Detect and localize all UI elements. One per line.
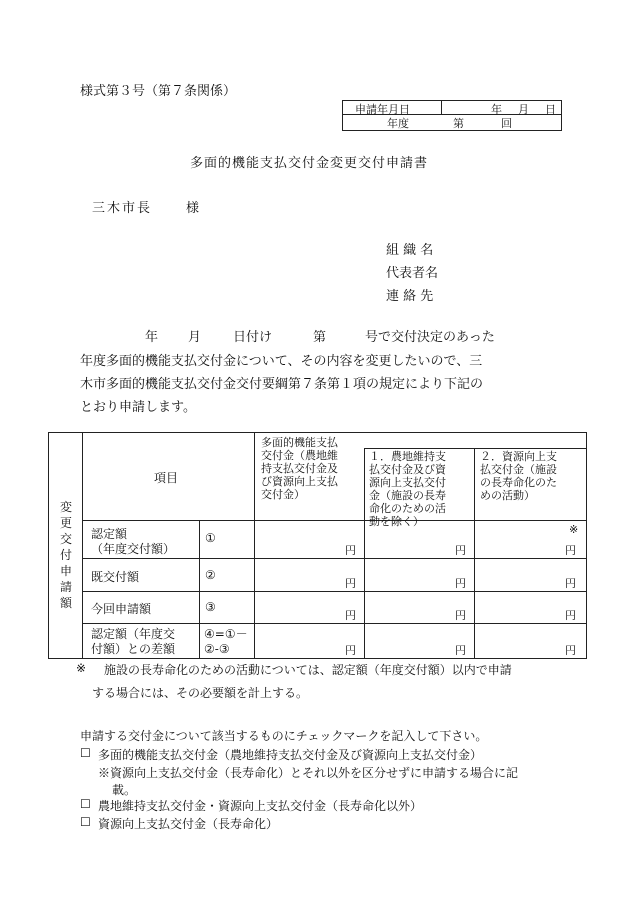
document-title: 多面的機能支払交付金変更交付申請書 (190, 156, 429, 171)
total-header: 多面的機能支払 交付金（農地維 持支払交付金及 び資源向上支払 交付金） (261, 436, 338, 501)
month-unit: 月 (518, 103, 529, 116)
row-number: ② (205, 568, 216, 582)
yen-unit: 円 (455, 609, 466, 622)
day-unit: 日 (545, 103, 556, 116)
yen-unit: 円 (565, 577, 576, 590)
body-dai: 第 (313, 330, 327, 345)
body-rest: 号で交付決定のあった (365, 330, 495, 345)
check-item-label: 農地維持支払交付金・資源向上支払交付金（長寿命化以外） (98, 799, 423, 813)
yen-unit: 円 (455, 644, 466, 657)
check-item-label: 多面的機能支払交付金（農地維持支払交付金及び資源向上支払交付金） (98, 748, 483, 762)
row-label-current-request: 今回申請額 (91, 602, 152, 616)
body-day: 日付け (233, 330, 273, 345)
yen-unit: 円 (455, 577, 466, 590)
form-number: 様式第３号（第７条関係） (80, 84, 237, 99)
yen-unit: 円 (345, 609, 356, 622)
checkbox[interactable]: ☐ (80, 797, 91, 811)
checkbox[interactable]: ☐ (80, 746, 91, 760)
item-header: 項目 (154, 471, 179, 485)
side-label: 変更交付申請額 (60, 500, 73, 610)
applicant-organization: 組 織 名 (386, 243, 434, 258)
body-line: 年度多面的機能支払交付金について、その内容を変更したいので、三 (80, 354, 483, 369)
year-unit: 年 (491, 103, 502, 116)
body-line: 木市多面的機能支払交付金交付要綱第７条第１項の規定により下記の (80, 377, 484, 392)
row-number: ① (205, 531, 216, 545)
yen-unit: 円 (455, 544, 466, 557)
yen-unit: 円 (345, 544, 356, 557)
check-note: ※資源向上支払交付金（長寿命化）とそれ以外を区分せずに申請する場合に記 (98, 766, 519, 780)
yen-unit: 円 (565, 644, 576, 657)
body-month: 月 (188, 330, 202, 345)
column1-header: １．農地維持支 払交付金及び資 源向上支払交付 金（施設の長寿 命化のための活 動を除く） (369, 450, 446, 528)
yen-unit: 円 (565, 544, 576, 557)
footnote-line: 施設の長寿命化のための活動については、認定額（年度交付額）以内で申請 (104, 663, 512, 677)
fiscal-year-label: 年度 (387, 117, 409, 130)
yen-unit: 円 (345, 644, 356, 657)
row-label-approved: 認定額 （年度交付額） (91, 527, 176, 556)
checkbox[interactable]: ☐ (80, 815, 91, 829)
check-note: 載。 (112, 783, 137, 797)
body-line: とおり申請します。 (80, 400, 196, 415)
application-date-label: 申請年月日 (355, 103, 410, 116)
round-prefix: 第 (453, 117, 464, 130)
check-item-label: 資源向上支払交付金（長寿命化） (98, 817, 279, 831)
check-instruction: 申請する交付金について該当するものにチェックマークを記入して下さい。 (80, 729, 488, 743)
recipient-suffix: 様 (186, 201, 200, 216)
note-mark: ※ (569, 523, 579, 536)
column2-header: ２．資源向上支 払交付金（施設 の長寿命化のた めの活動） (480, 450, 557, 502)
body-year: 年 (145, 330, 159, 345)
row-number-formula: ④=①－ ②-③ (204, 627, 248, 656)
applicant-representative: 代表者名 (386, 266, 439, 281)
footnote-line: する場合には、その必要額を計上する。 (92, 686, 309, 700)
row-label-already-granted: 既交付額 (91, 570, 140, 584)
row-label-difference: 認定額（年度交 付額）との差額 (91, 627, 176, 656)
footnote-mark: ※ (76, 661, 87, 675)
row-number: ③ (205, 600, 216, 614)
recipient: 三木市長 (92, 201, 153, 216)
yen-unit: 円 (565, 609, 576, 622)
round-suffix: 回 (501, 117, 512, 130)
application-date-box (342, 100, 562, 131)
change-application-table (48, 432, 587, 659)
applicant-contact: 連 絡 先 (386, 289, 434, 304)
yen-unit: 円 (345, 577, 356, 590)
